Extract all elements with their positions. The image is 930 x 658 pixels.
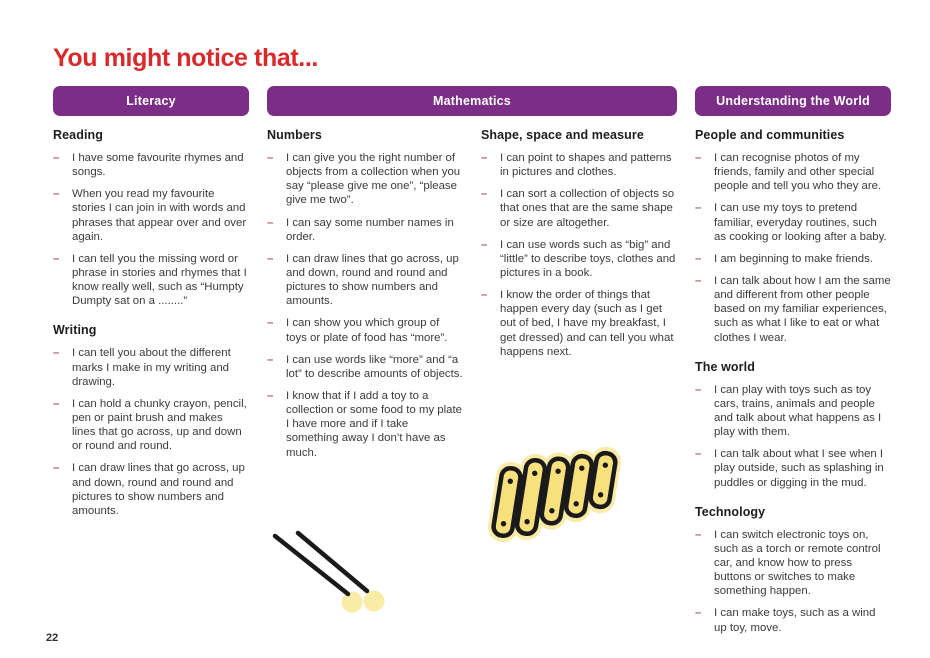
section-heading: Reading	[53, 128, 104, 142]
dash-bullet: –	[267, 353, 274, 366]
dash-bullet: –	[481, 188, 488, 201]
list-item	[481, 288, 677, 359]
section-heading: Technology	[695, 504, 766, 519]
list-item-text: I can switch electronic toys on, such as a torch or remote control car, and know how to press buttons or switches to make something happen.	[714, 528, 881, 598]
dash-bullet: –	[53, 462, 60, 475]
section-the-world	[695, 360, 891, 490]
column-literacy	[53, 128, 249, 643]
list-item-text: I can draw lines that go across, up and down, round and round and pictures to show numbers and amounts.	[72, 462, 245, 517]
column-understanding-the-world	[695, 128, 891, 643]
list-item-text: I can hold a chunky crayon, pencil, pen or paint brush and makes lines that go across, up and down or round and round.	[72, 397, 247, 453]
page-title: You might notice that...	[53, 44, 318, 72]
list-item-text: I can talk about what I see when I play outside, such as splashing in puddles or digging in the mud.	[714, 448, 884, 489]
dash-bullet: –	[53, 152, 60, 164]
list-item	[267, 151, 463, 208]
dash-bullet: –	[695, 274, 702, 287]
list-item	[53, 187, 249, 244]
list-item-text: I know that if I add a toy to a collection or some food to my plate I have more and if I take something away I don’t have as much.	[286, 389, 463, 459]
list-item-text: I have some favourite rhymes and songs.	[72, 152, 244, 179]
dash-bullet: –	[695, 448, 702, 461]
header-mathematics: Mathematics	[267, 86, 677, 116]
dash-bullet: –	[267, 152, 274, 164]
dash-bullet: –	[695, 152, 702, 164]
list-item	[53, 252, 249, 309]
list-item-text: I can use words such as “big” and “little” to describe toys, clothes and pictures in a book.	[500, 238, 676, 279]
list-item	[267, 216, 463, 244]
header-understanding-the-world: Understanding the World	[695, 86, 891, 116]
section-technology	[695, 505, 891, 635]
dash-bullet: –	[53, 252, 60, 265]
list-item	[267, 316, 463, 344]
list-item-text: I can tell you about the different marks I make in my writing and drawing.	[72, 347, 231, 388]
page-number: 22	[46, 632, 59, 644]
dash-bullet: –	[695, 252, 702, 265]
list-item	[695, 274, 891, 345]
category-header-row	[53, 86, 891, 116]
list-item-text: I know the order of things that happen every day (such as I get out of bed, I have my breakfast, I get dressed) and can tell you what happens next.	[500, 289, 674, 358]
list-item-text: I can give you the right number of objects from a collection when you say “please give me one”, “please give me two”.	[286, 152, 461, 207]
xylophone-illustration	[255, 440, 645, 645]
list-item-text: I can draw lines that go across, up and down, round and round and pictures to show numbers and amounts.	[286, 252, 459, 308]
list-item	[481, 187, 677, 229]
list-item-text: I can use my toys to pretend familiar, everyday routines, such as cooking or looking after a baby.	[714, 202, 887, 243]
list-item-text: I can tell you the missing word or phrase in stories and rhymes that I know really well, such as “Humpty Dumpty sat on a ........”	[72, 252, 247, 308]
dash-bullet: –	[695, 383, 702, 396]
dash-bullet: –	[695, 607, 702, 620]
dash-bullet: –	[481, 289, 488, 302]
list-item-text: I am beginning to make friends.	[714, 252, 873, 265]
section-heading: Numbers	[267, 128, 322, 142]
section-shape-space-measure	[481, 128, 677, 359]
dash-bullet: –	[267, 252, 274, 265]
dash-bullet: –	[481, 152, 488, 164]
section-heading: People and communities	[695, 128, 845, 142]
list-item-text: I can talk about how I am the same and different from other people based on my familiar experiences, such as what I like to eat or what clothes I wear.	[714, 274, 891, 344]
list-item	[53, 151, 249, 179]
list-item	[53, 346, 249, 388]
list-item-text: I can point to shapes and patterns in pictures and clothes.	[500, 152, 672, 179]
dash-bullet: –	[267, 317, 274, 330]
section-numbers	[267, 128, 463, 460]
list-item-text: I can show you which group of toys or plate of food has “more”.	[286, 317, 448, 344]
dash-bullet: –	[695, 202, 702, 215]
list-item	[695, 447, 891, 489]
list-item	[695, 383, 891, 440]
dash-bullet: –	[53, 397, 60, 410]
list-item	[267, 353, 463, 381]
list-item	[695, 201, 891, 243]
list-item	[695, 528, 891, 599]
dash-bullet: –	[267, 216, 274, 229]
list-item	[481, 238, 677, 280]
dash-bullet: –	[53, 188, 60, 201]
list-item	[53, 397, 249, 454]
list-item	[695, 606, 891, 634]
list-item-text: I can say some number names in order.	[286, 216, 454, 243]
section-heading: The world	[695, 359, 755, 374]
list-item	[481, 151, 677, 179]
mallets	[275, 533, 385, 613]
section-people-and-communities	[695, 128, 891, 345]
list-item-text: I can play with toys such as toy cars, trains, animals and people and talk about what happens as I play with them.	[714, 383, 882, 439]
dash-bullet: –	[53, 347, 60, 360]
header-literacy: Literacy	[53, 86, 249, 116]
dash-bullet: –	[481, 238, 488, 251]
list-item	[53, 461, 249, 518]
list-item	[695, 151, 891, 193]
list-item	[695, 252, 891, 266]
dash-bullet: –	[695, 528, 702, 541]
section-heading: Writing	[53, 323, 97, 338]
list-item-text: I can make toys, such as a wind up toy, move.	[714, 607, 876, 634]
list-item	[267, 252, 463, 309]
list-item-text: I can sort a collection of objects so that ones that are the same shape or size are altogether.	[500, 188, 675, 229]
section-writing	[53, 323, 249, 518]
section-reading	[53, 128, 249, 308]
section-heading: Shape, space and measure	[481, 128, 644, 142]
dash-bullet: –	[267, 389, 274, 402]
list-item-text: When you read my favourite stories I can join in with words and phrases that appear over and over again.	[72, 188, 247, 243]
list-item-text: I can use words like “more” and “a lot” to describe amounts of objects.	[286, 353, 463, 380]
list-item-text: I can recognise photos of my friends, family and other special people and tell you who they are.	[714, 152, 882, 193]
